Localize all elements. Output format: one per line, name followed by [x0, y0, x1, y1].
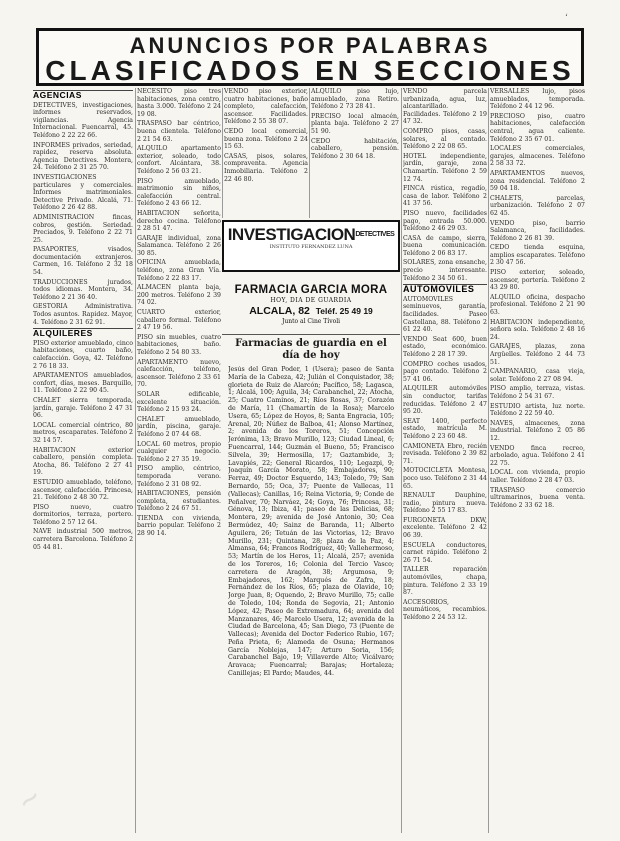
classified-ad: INFORMES privados, seriedad, rapidez, reserva absoluta. Agencia Detectives. Montera, 24. Teléfono 2 31 25 70.: [33, 141, 133, 172]
classified-ad: CEDO tienda esquina, amplios escaparates. Teléfono 2 30 47 56.: [490, 244, 585, 267]
classified-ad: PRECISO local almacén, planta baja. Teléfono 2 27 51 90.: [311, 112, 399, 135]
classified-ad: PISO amplio, céntrico, temporada verano. Teléfono 2 31 08 92.: [137, 465, 221, 488]
classified-ad: ESCUELA conductores, carnet rápido. Teléfono 2 26 71 54.: [403, 541, 487, 564]
investigacion-ad: [222, 220, 400, 272]
classified-ad: PISO nuevo, facilidades pago, entrada 50.000. Teléfono 2 46 29 03.: [403, 209, 487, 233]
classified-ad: PRECIOSO piso, cuatro habitaciones, calefacción central, agua caliente. Teléfono 2 35 67 01.: [490, 112, 585, 143]
classified-ad: GARAJES, plazas, zona Argüelles. Teléfono 2 44 73 51.: [490, 343, 585, 366]
banner-title-line2: CLASIFICADOS EN SECCIONES: [45, 55, 575, 86]
classified-ad: TRASPASO bar céntrico, buena clientela. Teléfono 2 21 54 63.: [137, 120, 221, 143]
section-heading-automoviles: AUTOMOVILES: [403, 284, 487, 294]
farmacia-name: FARMACIA GARCIA MORA: [234, 284, 388, 296]
classified-column-3: [224, 88, 308, 216]
classified-ad: LOCAL con vivienda, propio taller. Teléfono 2 28 47 03.: [490, 469, 585, 484]
farmacia-day: HOY, DIA DE GUARDIA: [270, 297, 352, 304]
ad-list: [403, 296, 487, 622]
classified-column-6: [490, 88, 585, 833]
divider: [222, 334, 400, 335]
classified-ad: CASA de campo, sierra, buena comunicación. Teléfono 2 06 83 17.: [403, 234, 487, 257]
classified-ad: VENDO piso, barrio Salamanca, facilidades. Teléfono 2 26 81 39.: [490, 219, 585, 242]
classified-ad: NAVE industrial 500 metros, carretera Barcelona. Teléfono 2 05 44 81.: [33, 528, 133, 551]
classified-ad: CEDO habitación, caballero, pensión. Teléfono 2 30 64 18.: [311, 137, 399, 160]
classified-ad: FINCA rústica, regadío, casa de labor. Teléfono 2 41 37 56.: [403, 185, 487, 208]
classified-column-4: [311, 88, 399, 216]
classified-ad: LOCALES comerciales, garajes, almacenes. Teléfono 2 58 33 72.: [490, 145, 585, 168]
classified-ad: TIENDA con vivienda, barrio popular. Teléfono 2 28 90 14.: [137, 514, 221, 538]
classified-ad: ALQUILO apartamento exterior, soleado, todo confort. Alcántara, 38. Teléfono 2 56 03 21.: [137, 145, 221, 175]
library-watermark: ~: [10, 777, 52, 821]
classified-ad: HABITACION independiente, señora sola. Teléfono 2 48 16 24.: [490, 318, 585, 341]
classified-column-1: [33, 88, 133, 833]
investigacion-title: $INVESTIGACION^{DETECTIVES}$: [227, 225, 395, 244]
column-divider: [135, 88, 136, 833]
classified-ad: CEDO local comercial, buena zona. Teléfono 2 24 15 63.: [224, 127, 308, 151]
classified-ad: SEAT 1400, perfecto estado, matrícula M. Teléfono 2 23 60 48.: [403, 417, 487, 440]
classified-ad: INVESTIGACIONES particulares y comerciales. Informes matrimoniales. Detective Privado. Alcalá, 71. Teléfono 2 26 42 88.: [33, 173, 133, 212]
classified-ad: TALLER reparación automóviles, chapa, pintura. Teléfono 2 33 19 87.: [403, 566, 487, 597]
classified-ad: GESTORIA Administrativa. Todos asuntos. Rapidez. Mayor, 4. Teléfono 2 31 62 91.: [33, 303, 133, 326]
classified-ad: APARTAMENTOS nuevos, zona residencial. Teléfono 2 59 04 18.: [490, 169, 585, 193]
classified-ad: OFICINA amueblada, teléfono, zona Gran Vía. Teléfono 2 22 83 17.: [137, 259, 221, 282]
section-heading-alquileres: ALQUILERES: [33, 328, 133, 338]
guardia-list: Jesús del Gran Poder, 1 (Usera); paseo de Santa María de la Cabeza, 42; Julián el Conquistador, 38; glorieta de Ruiz de Alarcón; Pacífico, 58; Lagasca, 1; Alcalá, 100; Aguila, 34; Carabanchel, 22; Atocha, 25; Cuatro Caminos, 21; Ríos Rosas, 37; Corazón de María, 11 (Chamartín de la Rosa); Marcelo Usera, 65; López de Hoyos, 8; Santa Engracia, 105; Arenal, 20; Núñez de Balboa, 41; Alonso Martínez, 2; avenida de los Toreros, 51; Concepción Jerónima, 13; Bravo Murillo, 123; Ciudad Lineal, 6; Fuencarral, 144; Guzmán el Bueno, 55; Francisco Silvela, 39; Hermosilla, 17; Gaztambide, 3; Lavapiés, 22; General Ricardos, 110; Legazpi, 9; Joaquín García Morato, 58; Embajadores, 90; Ferraz, 49; Doctor Esquerdo, 143; Toledo, 79; San Bernardo, 55; Oca, 37; Puente de Vallecas, 11 (Vallecas); Canillas, 16; Reina Victoria, 9; Conde de Peñalver, 70; Narváez, 24; Goya, 76; Princesa, 31; Génova, 13; Ibiza, 41; paseo de las Delicias, 68; Montera, 29; avenida de José Antonio, 30; Cea Bermúdez, 40; Sainz de Baranda, 11; Alberto Aguilera, 26; Tetuán de las Victorias, 12; Bravo Murillo, 231; Quintana, 28; plaza de la Paz, 4; Almansa, 64; Francos Rodríguez, 40; Vallehermoso, 53; Martín de los Heros, 11; Alcalá, 257; avenida de los Toreros, 16; Colonia del Tercio Vasco; carretera de Aragón, 38; Argumosa, 9; Embajadores, 162; Marqués de Zafra, 18; Fernández de los Ríos, 65; plaza de Olavide, 10; Jorge Juan, 8; Oquendo, 2; Bravo Murillo, 75; calle de Toledo, 104; Ronda de Segovia, 21; Antonio López, 42; Paseo de Extremadura, 64; avenida del Manzanares, 46; Marcelo Usera, 12; avenida de la Ciudad de Barcelona, 45; San Diego, 73 (Puente de Vallecas); Avenida del Doctor Federico Rubio, 167; Peña Prieta, 6; Alameda de Osuna; Hermanos García Noblejas, 147; Arturo Soria, 156; Carabanchel Bajo, 19; Villaverde Alto; Vicálvaro; Aravaca; Fuencarral; Barajas; Hortaleza; Canillejas; El Pardo; Maudes, 44.: [228, 366, 394, 678]
column-divider: [401, 88, 402, 833]
classified-ad: CAMPANARIO, casa vieja, solar. Teléfono 2 27 08 94.: [490, 368, 585, 383]
classified-ad: DETECTIVES, investigaciones, informes reservados, vigilancias. Agencia Internacional. Fuencarral, 45. Teléfono 2 22 22 66.: [33, 101, 133, 139]
classified-ad: PISO exterior, soleado, ascensor, portería. Teléfono 2 43 29 80.: [490, 269, 585, 292]
classified-ad: GARAJE individual, zona Salamanca. Teléfono 2 26 30 85.: [137, 234, 221, 257]
classified-ad: VENDO piso exterior, cuatro habitaciones, baño completo, calefacción, ascensor. Facilidades. Teléfono 2 55 38 07.: [224, 88, 308, 126]
column-divider: [488, 88, 489, 833]
ad-list: [403, 88, 487, 282]
classified-ad: CHALET amueblado, jardín, piscina, garaje. Teléfono 2 07 44 68.: [137, 415, 221, 438]
farmacia-near: Junto al Cine Tívoli: [281, 318, 341, 325]
classified-ad: PISO amueblado, matrimonio sin niños, calefacción central. Teléfono 2 43 66 12.: [137, 177, 221, 208]
classified-ad: COMPRO pisos, casas, solares, al contado. Teléfono 2 22 08 65.: [403, 127, 487, 151]
banner-title-line1: ANUNCIOS POR PALABRAS: [129, 33, 491, 58]
classified-ad: HABITACION exterior caballero, pensión completa. Atocha, 86. Teléfono 2 27 41 19.: [33, 446, 133, 477]
classified-ad: APARTAMENTOS amueblados, confort, días, meses. Barquillo, 11. Teléfono 2 22 90 45.: [33, 372, 133, 395]
classified-ad: CAMIONETA Ebro, recién revisada. Teléfono 2 39 82 71.: [403, 442, 487, 465]
ad-list: [33, 102, 133, 327]
classified-ad: CHALET sierra temporada, jardín, garaje. Teléfono 2 47 31 06.: [33, 396, 133, 420]
classified-ad: RENAULT Dauphine, radio, pintura nueva. Teléfono 2 55 17 83.: [403, 492, 487, 515]
classified-ad: ESTUDIO artista, luz norte. Teléfono 2 22 59 40.: [490, 402, 585, 418]
classified-ad: CASAS, pisos, solares, compraventa. Agencia Inmobiliaria. Teléfono 2 22 46 80.: [224, 152, 308, 183]
classified-ad: HOTEL independiente, jardín, garaje, zona Chamartín. Teléfono 2 59 12 74.: [403, 152, 487, 183]
classified-ad: ALQUILO oficina, despacho profesional. Teléfono 2 21 90 63.: [490, 293, 585, 317]
classified-ad: MOTOCICLETA Montesa, poco uso. Teléfono 2 31 44 65.: [403, 467, 487, 490]
classified-ad: ESTUDIO amueblado, teléfono, ascensor, calefacción. Princesa, 21. Teléfono 2 48 30 72.: [33, 478, 133, 502]
section-heading-agencias: AGENCIAS: [33, 90, 133, 100]
classified-ad: SOLAR edificable, excelente situación. Teléfono 2 15 93 24.: [137, 390, 221, 414]
classified-column-5: [403, 88, 487, 833]
classified-ad: PASAPORTES, visados, documentación extranjeros. Carmen, 16. Teléfono 2 32 18 54.: [33, 246, 133, 277]
classified-ad: LOCAL comercial céntrico, 80 metros, escaparates. Teléfono 2 32 14 57.: [33, 421, 133, 444]
classified-ad: CUARTO exterior, caballero formal. Teléfono 2 47 19 56.: [137, 309, 221, 332]
classified-ad: HABITACION señorita, derecho cocina. Teléfono 2 28 51 47.: [137, 209, 221, 233]
section-banner: [36, 28, 584, 86]
classified-ad: ADMINISTRACION fincas, cobros, gestión. Seriedad. Preciados, 9. Teléfono 2 22 71 25.: [33, 213, 133, 244]
farmacia-ad: [222, 284, 400, 325]
column-divider: [309, 88, 310, 218]
classified-ad: LOCAL 60 metros, propio cualquier negocio. Teléfono 2 27 35 19.: [137, 440, 221, 463]
classified-ad: VENDO parcela urbanizada, agua, luz, alcantarillado. Facilidades. Teléfono 2 19 47 32.: [403, 88, 487, 126]
column-divider: [222, 88, 223, 218]
classified-ad: APARTAMENTO nuevo, calefacción, teléfono, ascensor. Teléfono 2 33 61 70.: [137, 358, 221, 389]
classified-ad: ALQUILO piso lujo, amueblado, zona Retiro. Teléfono 2 73 28 41.: [311, 88, 399, 111]
classified-ad: VENDO finca recreo, arbolado, agua. Teléfono 2 41 22 75.: [490, 444, 585, 467]
classified-ad: SOLARES, zona ensanche, precio interesante. Teléfono 2 34 50 61.: [403, 259, 487, 282]
classified-ad: HABITACIONES, pensión completa, estudiantes. Teléfono 2 24 67 51.: [137, 490, 221, 513]
classified-ad: PISO sin muebles, cuatro habitaciones, baño. Teléfono 2 54 80 33.: [137, 333, 221, 356]
classified-ad: PISO exterior amueblado, cinco habitaciones, cuarto baño, calefacción. Goya, 42. Teléfono 2 76 18 33.: [33, 339, 133, 370]
investigacion-institute: INSTITUTO FERNANDEZ LUNA: [269, 244, 353, 250]
classified-ad: PISO nuevo, cuatro dormitorios, terraza, portero. Teléfono 2 57 12 64.: [33, 503, 133, 526]
classified-ad: VERSALLES lujo, pisos amueblados, temporada. Teléfono 2 44 12 96.: [490, 88, 585, 111]
classified-ad: TRADUCCIONES jurados, todos idiomas. Montera, 34. Teléfono 2 21 36 40.: [33, 278, 133, 301]
classified-ad: VENDO Seat 600, buen estado, económico. Teléfono 2 28 17 39.: [403, 335, 487, 358]
farmacia-address: ALCALA, 82 Teléf. 25 49 19: [249, 305, 373, 317]
classified-ad: ACCESORIOS, neumáticos, recambios. Teléfono 2 24 53 12.: [403, 598, 487, 621]
classified-ad: CHALETS, parcelas, urbanización. Teléfono 2 07 62 45.: [490, 194, 585, 217]
guardia-title: Farmacias de guardia en el día de hoy: [235, 338, 387, 361]
ad-list: [33, 340, 133, 551]
classified-ad: PISO amplio, terraza, vistas. Teléfono 2 54 31 67.: [490, 385, 585, 400]
classified-ad: ALMACEN planta baja, 200 metros. Teléfono 2 39 74 02.: [137, 284, 221, 307]
page-mark: ‘: [565, 12, 568, 22]
classified-ad: TRASPASO comercio ultramarinos, buena venta. Teléfono 2 33 62 18.: [490, 486, 585, 509]
classified-ad: NECESITO piso tres habitaciones, zona centro, hasta 3.000. Teléfono 2 24 19 08.: [137, 88, 221, 118]
classified-ad: ALQUILER automóviles sin conductor, tarifas reducidas. Teléfono 2 47 95 20.: [403, 385, 487, 416]
classified-ad: AUTOMOVILES seminuevos, garantía, facilidades. Paseo Castellana, 88. Teléfono 2 61 22 40.: [403, 295, 487, 334]
classified-column-2: [137, 88, 221, 833]
classified-ad: COMPRO coches usados, pago contado. Teléfono 2 57 41 06.: [403, 360, 487, 383]
classified-ad: NAVES, almacenes, zona industrial. Teléfono 2 05 86 12.: [490, 419, 585, 442]
classified-ad: FURGONETA DKW, excelente. Teléfono 2 42 06 39.: [403, 516, 487, 540]
